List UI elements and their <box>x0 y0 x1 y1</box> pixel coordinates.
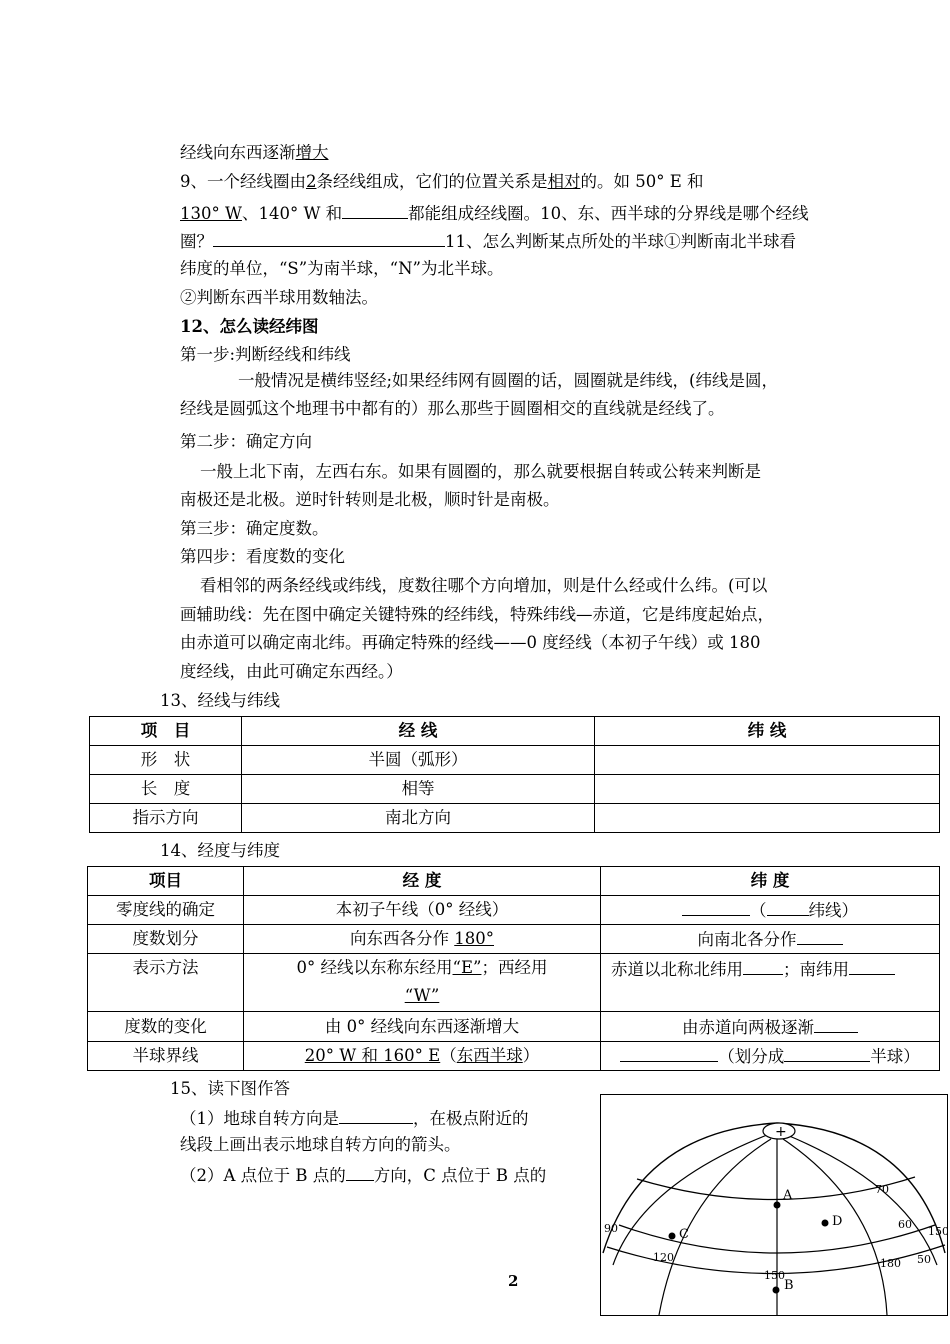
label-90: 90 <box>604 1222 618 1235</box>
table-header: 经 度 <box>244 867 601 896</box>
text: 的。如 50° E 和 <box>580 172 704 191</box>
table-row <box>88 954 940 1012</box>
label-180: 180 <box>880 1257 901 1270</box>
text: 经线向东西逐渐 <box>180 143 296 162</box>
table-cell: 零度线的确定 <box>88 896 244 925</box>
table-cell: 相等 <box>242 775 595 804</box>
answer-text: “W” <box>404 986 440 1005</box>
answer-text: 180° <box>454 929 494 948</box>
text: 条经线组成，它们的位置关系是 <box>316 172 548 191</box>
table-cell: 形 状 <box>90 746 242 775</box>
answer-text: 20° W 和 160° E <box>304 1046 441 1065</box>
text-line: 看相邻的两条经线或纬线，度数往哪个方向增加，则是什么经或什么纬。(可以 <box>200 576 768 595</box>
text-line: 度经线，由此可确定东西经。） <box>180 662 403 681</box>
point-b <box>773 1287 780 1294</box>
table-cell: 长 度 <box>90 775 242 804</box>
answer-text: 东西半球 <box>456 1046 523 1065</box>
table-cell: 度数的变化 <box>88 1012 244 1042</box>
text: 、140° W 和 <box>241 204 343 223</box>
text: 圈？ <box>180 232 213 251</box>
text: 赤道以北称北纬用 <box>611 960 743 979</box>
text: （ <box>440 1046 457 1065</box>
text: 由赤道向两极逐渐 <box>682 1017 814 1037</box>
table-cell: 指示方向 <box>90 804 242 833</box>
table-cell <box>601 1012 940 1042</box>
text: ） <box>522 1046 540 1065</box>
table-cell: 由 0° 经线向东西逐渐增大 <box>244 1012 601 1042</box>
table-cell: 表示方法 <box>88 954 244 1012</box>
table-meridian-parallel <box>89 716 940 833</box>
fill-blank <box>620 1044 718 1062</box>
globe-graticule <box>601 1095 947 1315</box>
table-header: 纬 线 <box>595 717 940 746</box>
table-cell: 半球界线 <box>88 1042 244 1071</box>
fill-blank <box>767 898 809 916</box>
text-line: 第一步:判断经线和纬线 <box>180 345 351 364</box>
text: 9、一个经线圈由 <box>180 172 306 191</box>
section-heading: 13、经线与纬线 <box>160 691 280 710</box>
table-cell <box>244 925 601 954</box>
table-row <box>88 1042 940 1071</box>
table-header: 纬 度 <box>601 867 940 896</box>
text-line <box>180 229 796 253</box>
text-line <box>180 1106 529 1130</box>
table-cell <box>601 896 940 925</box>
fill-blank <box>814 1015 858 1033</box>
table-cell <box>601 925 940 954</box>
globe-figure <box>600 1094 948 1316</box>
text: 半球） <box>870 1047 920 1066</box>
text-line: 一般上北下南，左西右东。如果有圆圈的，那么就要根据自转或公转来判断是 <box>200 462 761 481</box>
text-line: 线段上画出表示地球自转方向的箭头。 <box>180 1135 461 1154</box>
point-c <box>669 1233 676 1240</box>
table-row <box>90 804 940 833</box>
label-120: 120 <box>653 1251 674 1264</box>
section-heading: 12、怎么读经纬图 <box>180 317 319 336</box>
text-line: 第三步：确定度数。 <box>180 519 329 538</box>
answer-text: 2 <box>306 172 317 191</box>
latitude-line <box>637 1177 915 1200</box>
table-cell <box>244 954 601 1012</box>
label-c: C <box>679 1227 689 1242</box>
table-header: 项目 <box>88 867 244 896</box>
meridian-line <box>613 1135 767 1265</box>
table-cell <box>595 775 940 804</box>
table-cell <box>595 804 940 833</box>
text: ；南纬用 <box>783 960 849 979</box>
text-line: 第二步：确定方向 <box>180 432 312 451</box>
table-header: 经 线 <box>242 717 595 746</box>
text-line <box>180 171 704 193</box>
section-heading: 15、读下图作答 <box>170 1079 290 1098</box>
label-70: 70 <box>875 1183 889 1196</box>
table-row <box>88 896 940 925</box>
label-50: 50 <box>917 1253 931 1266</box>
fill-blank <box>339 1106 413 1124</box>
text: （1）地球自转方向是 <box>180 1109 339 1128</box>
pole-symbol: + <box>775 1124 787 1140</box>
text: 11、怎么判断某点所处的半球①判断南北半球看 <box>445 232 796 251</box>
text: 向南北各分作 <box>697 930 797 949</box>
text: 都能组成经线圈。10、东、西半球的分界线是哪个经线 <box>408 204 809 223</box>
fill-blank <box>849 957 895 975</box>
table-cell <box>595 746 940 775</box>
label-b: B <box>784 1278 794 1293</box>
fill-blank <box>743 957 783 975</box>
answer-text: 增大 <box>295 143 329 162</box>
label-150-right: 150 <box>928 1225 947 1238</box>
text-line: 一般情况是横纬竖经;如果经纬网有圆圈的话，圆圈就是纬线，(纬线是圆， <box>238 371 778 390</box>
section-heading: 14、经度与纬度 <box>160 841 280 860</box>
text-line: 画辅助线：先在图中确定关键特殊的经纬线，特殊纬线—赤道，它是纬度起始点， <box>180 605 774 624</box>
globe-outline <box>603 1123 945 1253</box>
table-cell <box>601 954 940 1012</box>
text-line <box>180 1163 546 1187</box>
text-line: 第四步：看度数的变化 <box>180 547 345 566</box>
text: ；西经用 <box>481 958 548 977</box>
text: 方向，C 点位于 B 点的 <box>373 1166 547 1185</box>
fill-blank <box>797 927 843 945</box>
answer-text: 130° W <box>180 204 242 223</box>
point-a <box>774 1202 781 1209</box>
table-cell: 度数划分 <box>88 925 244 954</box>
table-cell <box>601 1042 940 1071</box>
text-line <box>180 142 329 164</box>
fill-blank <box>682 898 750 916</box>
label-150-bottom: 150 <box>764 1269 785 1282</box>
fill-blank <box>213 229 445 247</box>
text-line: 南极还是北极。逆时针转则是北极，顺时针是南极。 <box>180 490 560 509</box>
table-cell: 南北方向 <box>242 804 595 833</box>
fill-blank <box>342 201 408 219</box>
fill-blank <box>346 1163 374 1181</box>
label-60: 60 <box>898 1218 912 1231</box>
table-row <box>90 775 940 804</box>
text-line: 由赤道可以确定南北纬。再确定特殊的经线——0 度经线（本初子午线）或 180 <box>180 633 761 652</box>
table-cell: 半圆（弧形） <box>242 746 595 775</box>
table-row <box>88 925 940 954</box>
meridian-line <box>659 1139 771 1315</box>
text: （2）A 点位于 B 点的 <box>180 1166 346 1185</box>
answer-text: 相对 <box>547 172 581 191</box>
table-cell <box>244 1042 601 1071</box>
text: （划分成 <box>718 1047 785 1066</box>
table-cell: 本初子午线（0° 经线） <box>244 896 601 925</box>
table-header: 项 目 <box>90 717 242 746</box>
page-number: 2 <box>508 1272 519 1290</box>
table-row <box>90 746 940 775</box>
text-line: 纬度的单位，“S”为南半球，“N”为北半球。 <box>180 259 504 278</box>
text-line: 经线是圆弧这个地理书中都有的）那么那些于圆圈相交的直线就是经线了。 <box>180 399 725 418</box>
text: 向东西各分作 <box>350 929 455 948</box>
fill-blank <box>784 1044 870 1062</box>
text-line <box>180 201 809 225</box>
answer-text: “E” <box>452 958 482 977</box>
text-line: ②判断东西半球用数轴法。 <box>180 288 378 307</box>
text: 纬线） <box>808 901 858 920</box>
text: （ <box>750 901 767 920</box>
text: 0° 经线以东称东经用 <box>296 958 453 977</box>
table-longitude-latitude <box>87 866 940 1071</box>
label-a: A <box>783 1188 793 1203</box>
point-d <box>822 1220 829 1227</box>
label-d: D <box>832 1214 843 1229</box>
table-row <box>88 1012 940 1042</box>
text: ，在极点附近的 <box>413 1109 529 1128</box>
